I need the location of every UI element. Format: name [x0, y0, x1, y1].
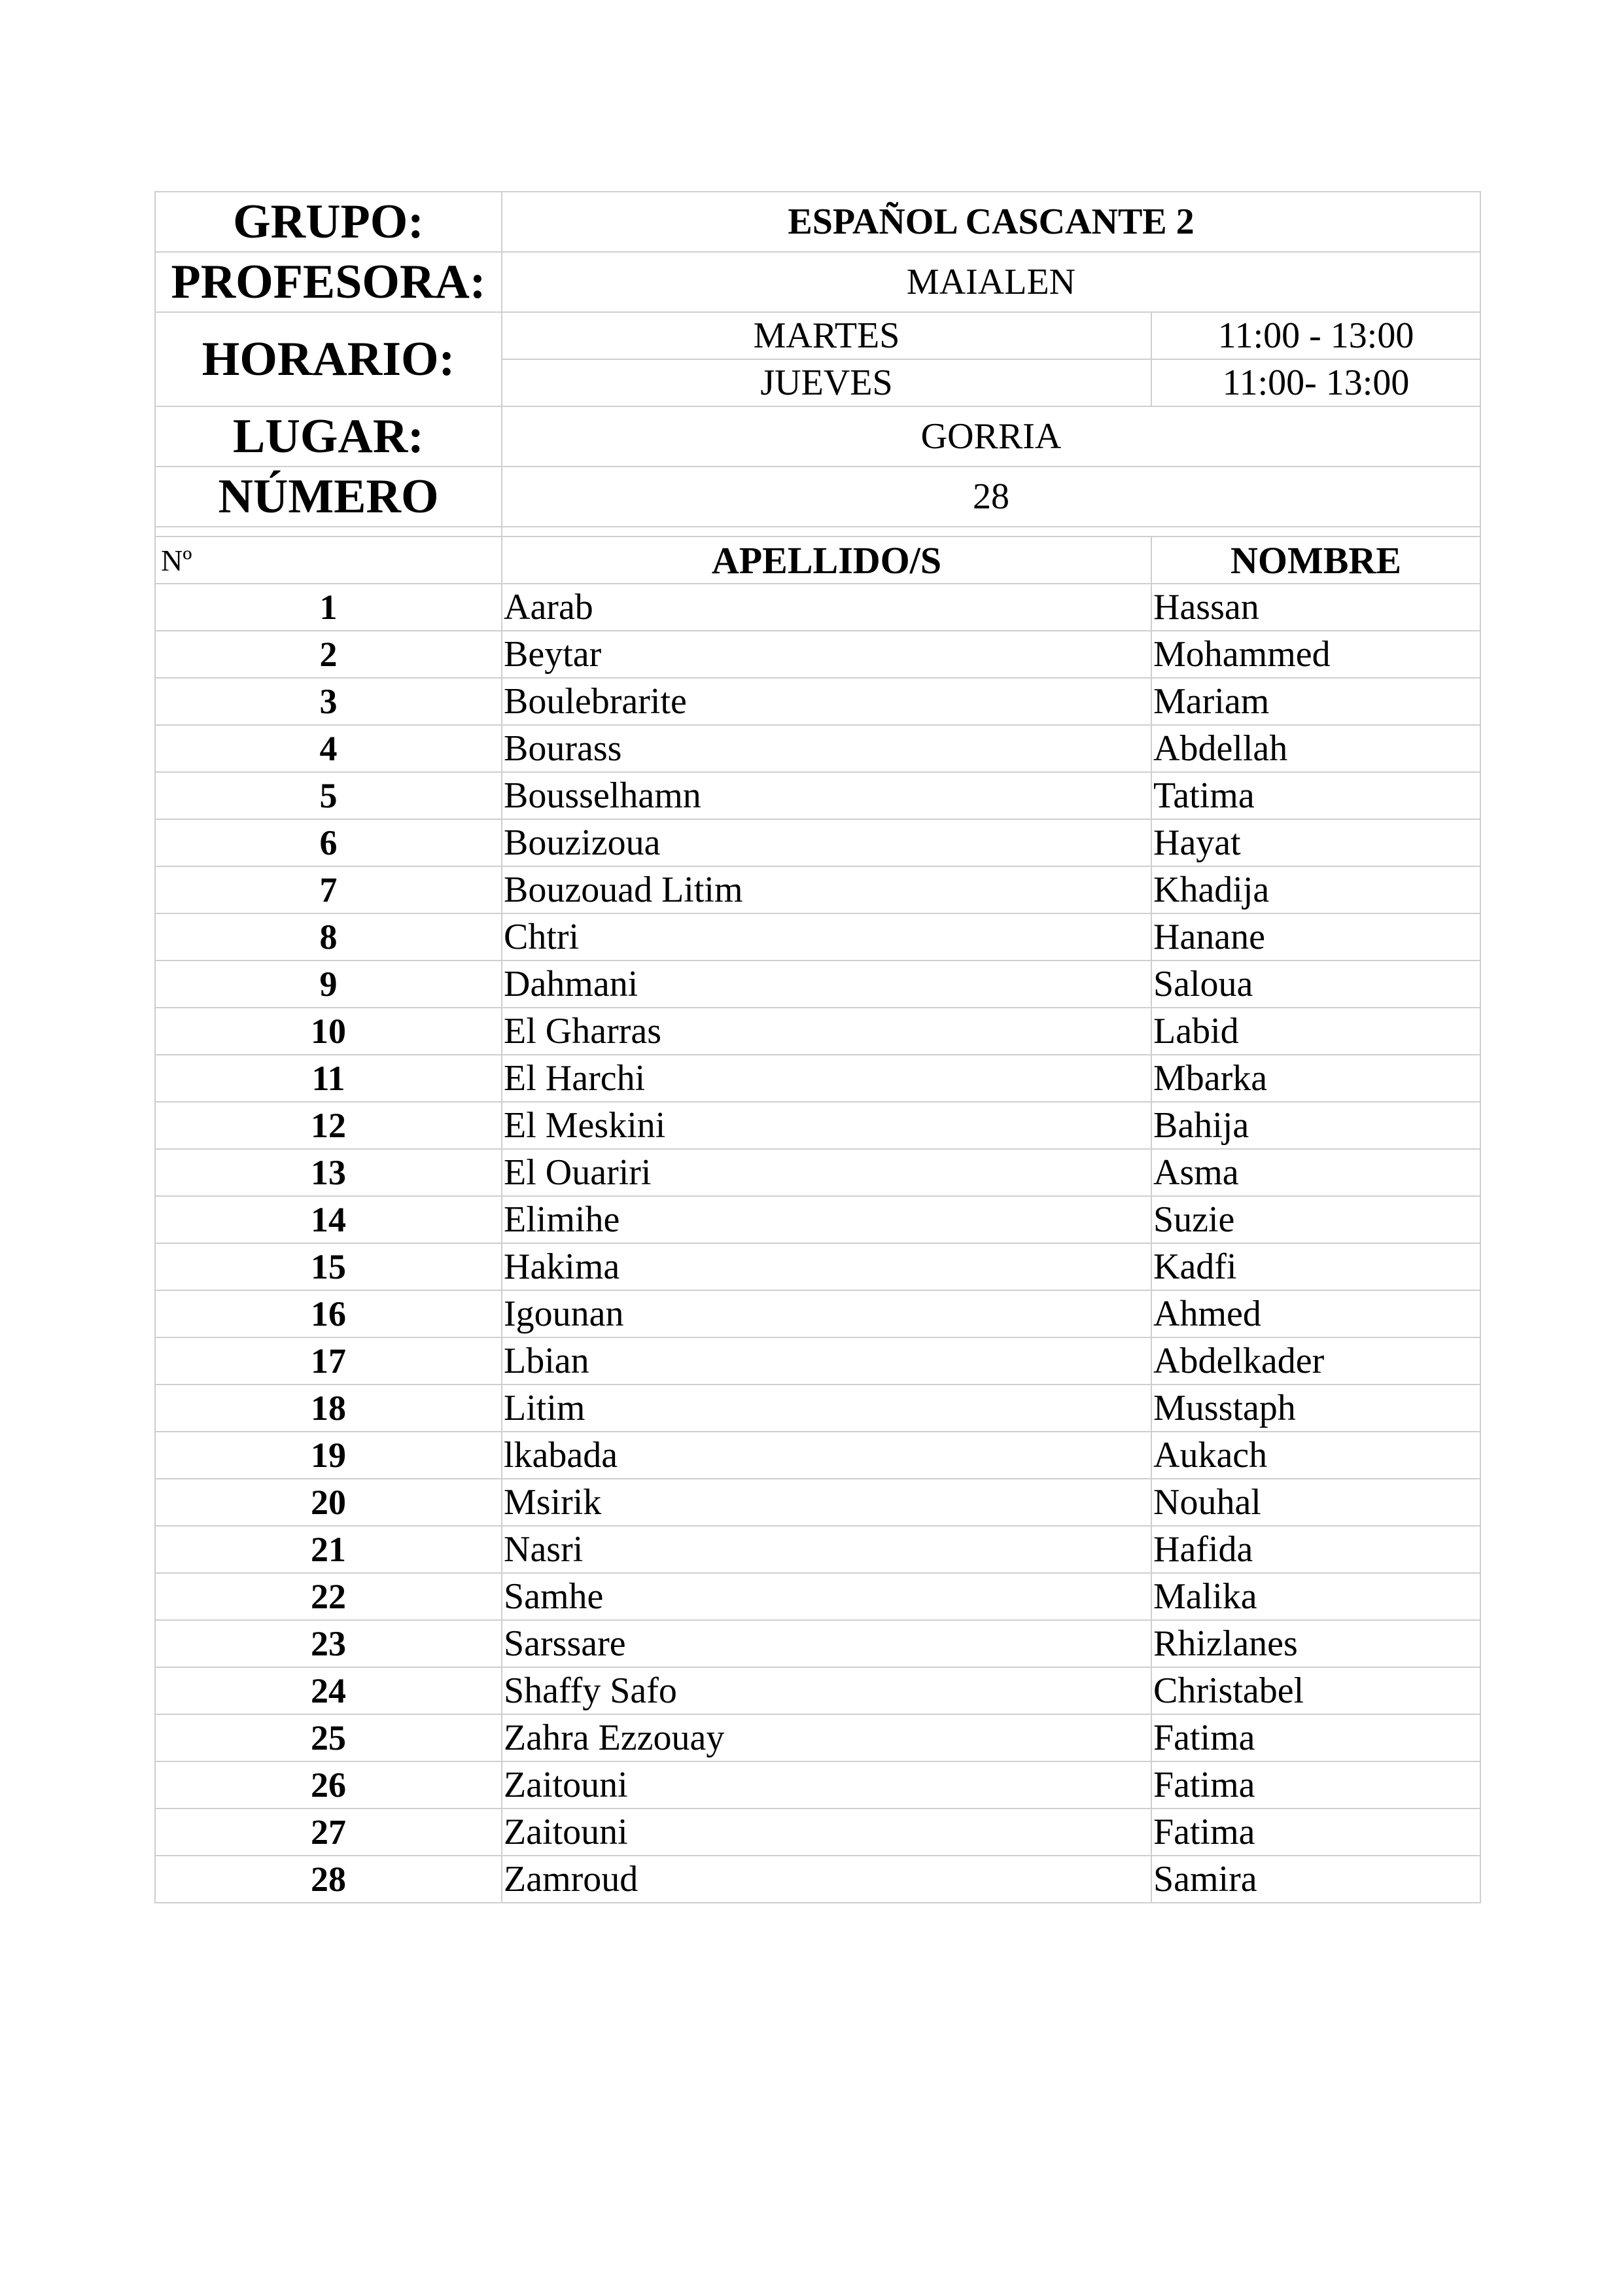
row-number: 21	[155, 1526, 502, 1573]
table-row	[155, 584, 1480, 631]
table-row	[155, 1008, 1480, 1055]
row-apellidos: Litim	[502, 1385, 1151, 1432]
table-row	[155, 1243, 1480, 1290]
row-apellidos: El Ouariri	[502, 1149, 1151, 1196]
table-row	[155, 1290, 1480, 1337]
row-apellidos: Hakima	[502, 1243, 1151, 1290]
table-row	[155, 1479, 1480, 1526]
row-number: 16	[155, 1290, 502, 1337]
row-number: 28	[155, 1856, 502, 1903]
row-apellidos: Zaitouni	[502, 1809, 1151, 1856]
row-nombre: Bahija	[1151, 1102, 1480, 1149]
row-number: 27	[155, 1809, 502, 1856]
row-number: 24	[155, 1667, 502, 1714]
row-number: 25	[155, 1714, 502, 1761]
table-row	[155, 1667, 1480, 1714]
row-nombre: Mohammed	[1151, 631, 1480, 678]
row-apellidos: Aarab	[502, 584, 1151, 631]
table-row	[155, 1809, 1480, 1856]
row-apellidos: El Harchi	[502, 1055, 1151, 1102]
column-header-apellidos: APELLIDO/S	[502, 537, 1151, 584]
row-number: 5	[155, 772, 502, 819]
row-apellidos: Elimihe	[502, 1196, 1151, 1243]
table-row	[155, 1620, 1480, 1667]
table-row	[155, 1526, 1480, 1573]
row-number: 6	[155, 819, 502, 866]
table-row	[155, 819, 1480, 866]
row-number: 13	[155, 1149, 502, 1196]
horario-label: HORARIO:	[155, 312, 502, 406]
row-apellidos: Bourass	[502, 725, 1151, 772]
student-list	[155, 584, 1480, 1903]
table-row	[155, 678, 1480, 725]
row-number: 12	[155, 1102, 502, 1149]
row-number: 11	[155, 1055, 502, 1102]
row-nombre: Fatima	[1151, 1714, 1480, 1761]
row-nombre: Kadfi	[1151, 1243, 1480, 1290]
row-nombre: Rhizlanes	[1151, 1620, 1480, 1667]
row-nombre: Samira	[1151, 1856, 1480, 1903]
table-row	[155, 1337, 1480, 1385]
table-row	[155, 1055, 1480, 1102]
row-number: 14	[155, 1196, 502, 1243]
row-nombre: Suzie	[1151, 1196, 1480, 1243]
horario-day: JUEVES	[502, 359, 1151, 406]
numero-label: NÚMERO	[155, 467, 502, 527]
row-apellidos: Nasri	[502, 1526, 1151, 1573]
row-apellidos: Shaffy Safo	[502, 1667, 1151, 1714]
grupo-value: ESPAÑOL CASCANTE 2	[502, 192, 1480, 252]
row-nombre: Ahmed	[1151, 1290, 1480, 1337]
row-nombre: Fatima	[1151, 1761, 1480, 1809]
row-nombre: Fatima	[1151, 1809, 1480, 1856]
table-row	[155, 1385, 1480, 1432]
grupo-label: GRUPO:	[155, 192, 502, 252]
group-info-table	[154, 191, 1481, 1903]
row-apellidos: Zahra Ezzouay	[502, 1714, 1151, 1761]
row-apellidos: Boulebrarite	[502, 678, 1151, 725]
row-apellidos: Samhe	[502, 1573, 1151, 1620]
table-row	[155, 1196, 1480, 1243]
row-nombre: Christabel	[1151, 1667, 1480, 1714]
table-row	[155, 725, 1480, 772]
row-nombre: Hanane	[1151, 913, 1480, 961]
row-nombre: Musstaph	[1151, 1385, 1480, 1432]
table-row	[155, 1856, 1480, 1903]
table-row	[155, 631, 1480, 678]
row-nombre: Aukach	[1151, 1432, 1480, 1479]
row-number: 4	[155, 725, 502, 772]
row-nombre: Labid	[1151, 1008, 1480, 1055]
table-row	[155, 961, 1480, 1008]
table-row	[155, 913, 1480, 961]
row-nombre: Khadija	[1151, 866, 1480, 913]
row-apellidos: Zaitouni	[502, 1761, 1151, 1809]
table-row	[155, 1714, 1480, 1761]
row-apellidos: Dahmani	[502, 961, 1151, 1008]
horario-day: MARTES	[502, 312, 1151, 359]
row-nombre: Malika	[1151, 1573, 1480, 1620]
row-nombre: Mariam	[1151, 678, 1480, 725]
spacer-cell	[502, 527, 1480, 537]
profesora-label: PROFESORA:	[155, 252, 502, 312]
row-apellidos: Bouzouad Litim	[502, 866, 1151, 913]
spacer-cell	[155, 527, 502, 537]
row-number: 15	[155, 1243, 502, 1290]
row-number: 19	[155, 1432, 502, 1479]
row-number: 2	[155, 631, 502, 678]
row-number: 7	[155, 866, 502, 913]
class-list-sheet	[154, 191, 1480, 1903]
row-nombre: Tatima	[1151, 772, 1480, 819]
row-nombre: Nouhal	[1151, 1479, 1480, 1526]
row-nombre: Hayat	[1151, 819, 1480, 866]
row-apellidos: El Meskini	[502, 1102, 1151, 1149]
row-number: 10	[155, 1008, 502, 1055]
row-apellidos: El Gharras	[502, 1008, 1151, 1055]
table-row	[155, 866, 1480, 913]
row-apellidos: Bousselhamn	[502, 772, 1151, 819]
table-row	[155, 1432, 1480, 1479]
row-number: 23	[155, 1620, 502, 1667]
horario-time: 11:00- 13:00	[1151, 359, 1480, 406]
table-row	[155, 772, 1480, 819]
row-nombre: Saloua	[1151, 961, 1480, 1008]
row-number: 18	[155, 1385, 502, 1432]
row-apellidos: Chtri	[502, 913, 1151, 961]
row-apellidos: Bouzizoua	[502, 819, 1151, 866]
lugar-label: LUGAR:	[155, 406, 502, 467]
row-number: 3	[155, 678, 502, 725]
profesora-value: MAIALEN	[502, 252, 1480, 312]
row-nombre: Abdellah	[1151, 725, 1480, 772]
table-row	[155, 1761, 1480, 1809]
row-number: 20	[155, 1479, 502, 1526]
numero-value: 28	[502, 467, 1480, 527]
row-apellidos: lkabada	[502, 1432, 1151, 1479]
row-number: 26	[155, 1761, 502, 1809]
row-number: 8	[155, 913, 502, 961]
row-apellidos: Sarssare	[502, 1620, 1151, 1667]
row-apellidos: Beytar	[502, 631, 1151, 678]
row-number: 9	[155, 961, 502, 1008]
row-number: 17	[155, 1337, 502, 1385]
row-apellidos: Zamroud	[502, 1856, 1151, 1903]
row-nombre: Mbarka	[1151, 1055, 1480, 1102]
row-apellidos: Igounan	[502, 1290, 1151, 1337]
horario-time: 11:00 - 13:00	[1151, 312, 1480, 359]
table-row	[155, 1149, 1480, 1196]
row-nombre: Asma	[1151, 1149, 1480, 1196]
column-header-number: Nº	[155, 537, 502, 584]
table-row	[155, 1102, 1480, 1149]
row-nombre: Hafida	[1151, 1526, 1480, 1573]
row-number: 1	[155, 584, 502, 631]
lugar-value: GORRIA	[502, 406, 1480, 467]
row-apellidos: Lbian	[502, 1337, 1151, 1385]
row-apellidos: Msirik	[502, 1479, 1151, 1526]
table-row	[155, 1573, 1480, 1620]
row-nombre: Hassan	[1151, 584, 1480, 631]
row-number: 22	[155, 1573, 502, 1620]
column-header-nombre: NOMBRE	[1151, 537, 1480, 584]
row-nombre: Abdelkader	[1151, 1337, 1480, 1385]
